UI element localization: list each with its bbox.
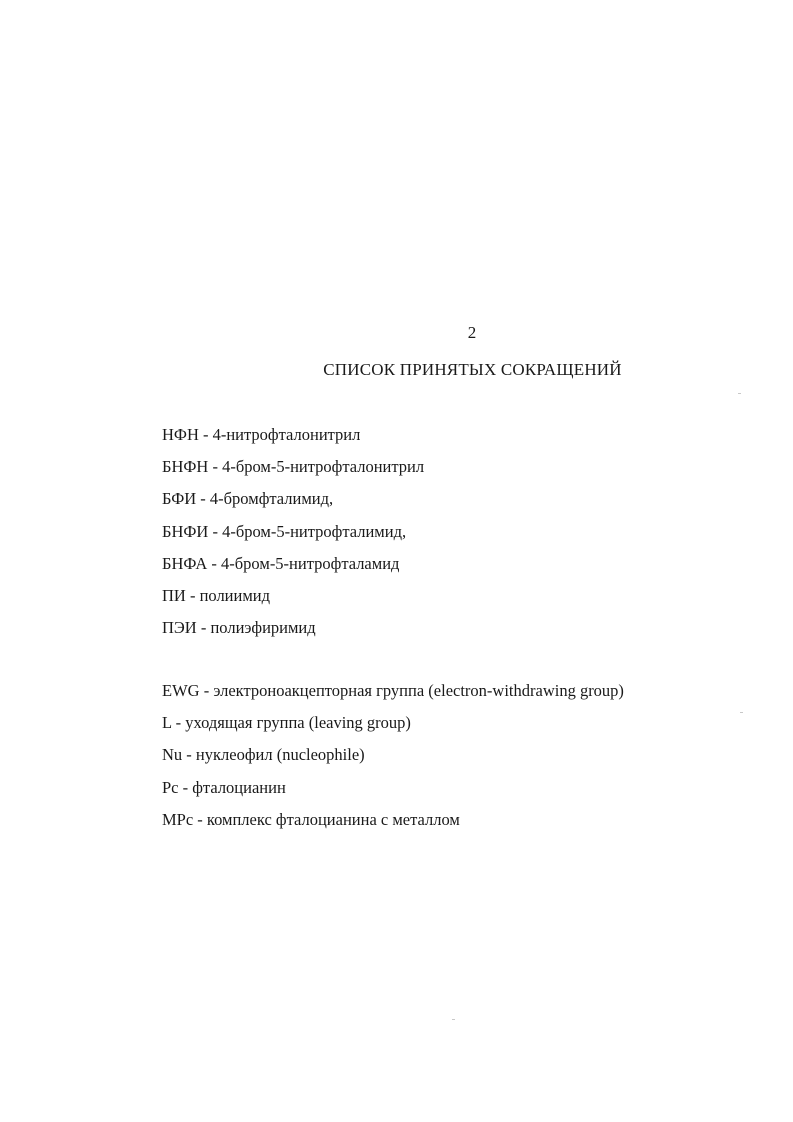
scan-speck [452,1019,455,1020]
abbreviation-entry: НФН - 4-нитрофталонитрил [162,425,361,444]
abbreviation-entry: БНФИ - 4-бром-5-нитрофталимид, [162,521,407,541]
abbreviation-entry: EWG - электроноакцепторная группа (electron-withdrawing group) [162,681,624,700]
abbreviation-entry: БНФН - 4-бром-5-нитрофталонитрил [162,457,425,477]
abbreviation-entry: БНФА - 4-бром-5-нитрофталамид [162,553,400,573]
abbreviation-entry: ПИ - полиимид [162,585,270,605]
abbreviation-entry: Pc - фталоцианин [162,777,286,797]
abbreviation-entry: MPc - комплекс фталоцианина с металлом [162,809,460,829]
scan-speck [738,393,741,394]
scan-speck [740,712,743,713]
abbreviation-entry: L - уходящая группа (leaving group) [162,713,411,733]
abbreviation-list-english [162,680,624,841]
page-title: СПИСОК ПРИНЯТЫХ СОКРАЩЕНИЙ [323,360,622,379]
abbreviation-entry: ПЭИ - полиэфиримид [162,618,316,638]
abbreviation-entry: Nu - нуклеофил (nucleophile) [162,745,365,765]
abbreviation-entry: БФИ - 4-бромфталимид, [162,489,334,509]
abbreviation-list-russian [162,424,424,649]
page-number: 2 [467,323,477,342]
